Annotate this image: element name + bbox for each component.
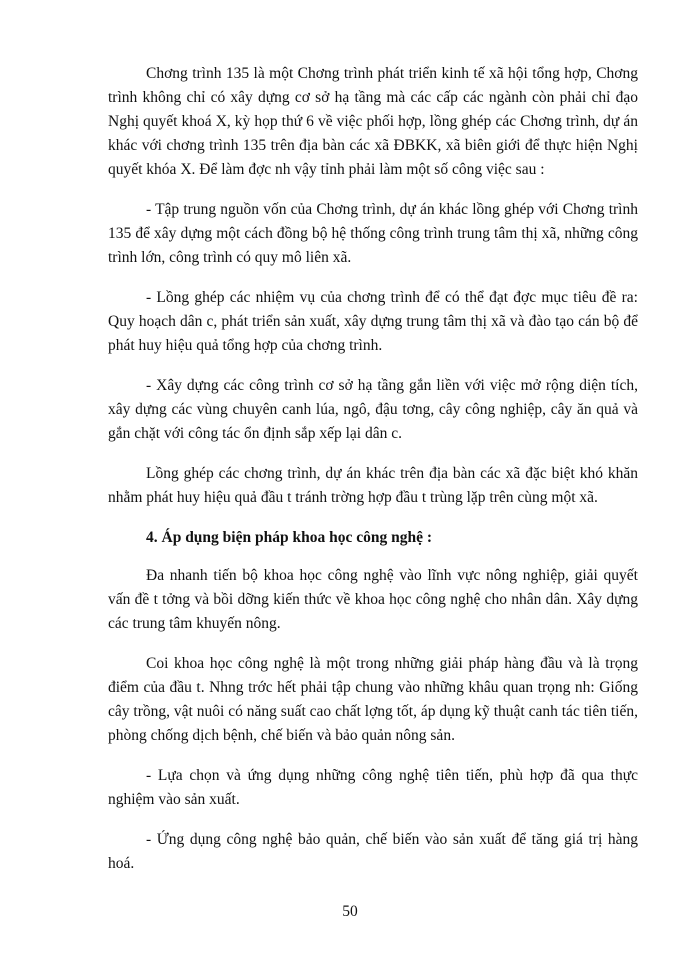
paragraph-bullet-selection: - Lựa chọn và ứng dụng những công nghệ tiên tiến, phù hợp đã qua thực nghiệm vào sản xuất. — [108, 767, 638, 808]
page-number: 50 — [342, 903, 358, 920]
paragraph-bullet-integration: - Lồng ghép các nhiệm vụ của chơng trình để có thể đạt đợc mục tiêu đề ra: Quy hoạch dân c, phát triển sản xuất, xây dựng trung tâm thị xã và đào tạo cán bộ để phát huy hiệu quả tổng hợp của chơng trình. — [108, 289, 638, 354]
section-heading: 4. Áp dụng biện pháp khoa học công nghệ : — [146, 529, 432, 546]
paragraph-technology-priority: Coi khoa học công nghệ là một trong những giải pháp hàng đầu và là trọng điểm của đầu t. Nhng trớc hết phải tập chung vào những khâu quan trọng nh: Giống cây trồng, vật nuôi có năng suất cao chất lợng tốt, áp dụng kỹ thuật canh tác tiên tiến, phòng chống dịch bệnh, chế biến và bảo quản nông sản. — [108, 655, 638, 744]
paragraph-bullet-infrastructure: - Xây dựng các công trình cơ sở hạ tầng gắn liền với việc mở rộng diện tích, xây dựng các vùng chuyên canh lúa, ngô, đậu tơng, cây công nghiệp, cây ăn quả và gắn chặt với công tác ổn định sắp xếp lại dân c. — [108, 377, 638, 442]
paragraph-bullet-preservation: - Ứng dụng công nghệ bảo quản, chế biến vào sản xuất để tăng giá trị hàng hoá. — [108, 831, 638, 872]
paragraph-bullet-funding: - Tập trung nguồn vốn của Chơng trình, dự án khác lồng ghép với Chơng trình 135 để xây dựng một cách đồng bộ hệ thống công trình trung tâm thị xã, những công trình lớn, công trình có quy mô liên xã. — [108, 201, 638, 266]
paragraph-intro: Chơng trình 135 là một Chơng trình phát triển kinh tế xã hội tổng hợp, Chơng trình không chỉ có xây dựng cơ sở hạ tầng mà các cấp các ngành còn phải chỉ đạo Nghị quyết khoá X, kỳ họp thứ 6 về việc phối hợp, lồng ghép các Chơng trình, dự án khác với chơng trình 135 trên địa bàn các xã ĐBKK, xã biên giới để thực hiện Nghị quyết khóa X. Để làm đợc nh vậy tỉnh phải làm một số công việc sau : — [108, 65, 638, 178]
paragraph-program-integration: Lồng ghép các chơng trình, dự án khác trên địa bàn các xã đặc biệt khó khăn nhằm phát huy hiệu quả đầu t tránh trờng hợp đầu t trùng lặp trên cùng một xã. — [108, 465, 638, 506]
page-content — [108, 62, 638, 892]
paragraph-technology-transfer: Đa nhanh tiến bộ khoa học công nghệ vào lĩnh vực nông nghiệp, giải quyết vấn đề t tởng và bồi dỡng kiến thức về khoa học công nghệ cho nhân dân. Xây dựng các trung tâm khuyến nông. — [108, 567, 638, 632]
